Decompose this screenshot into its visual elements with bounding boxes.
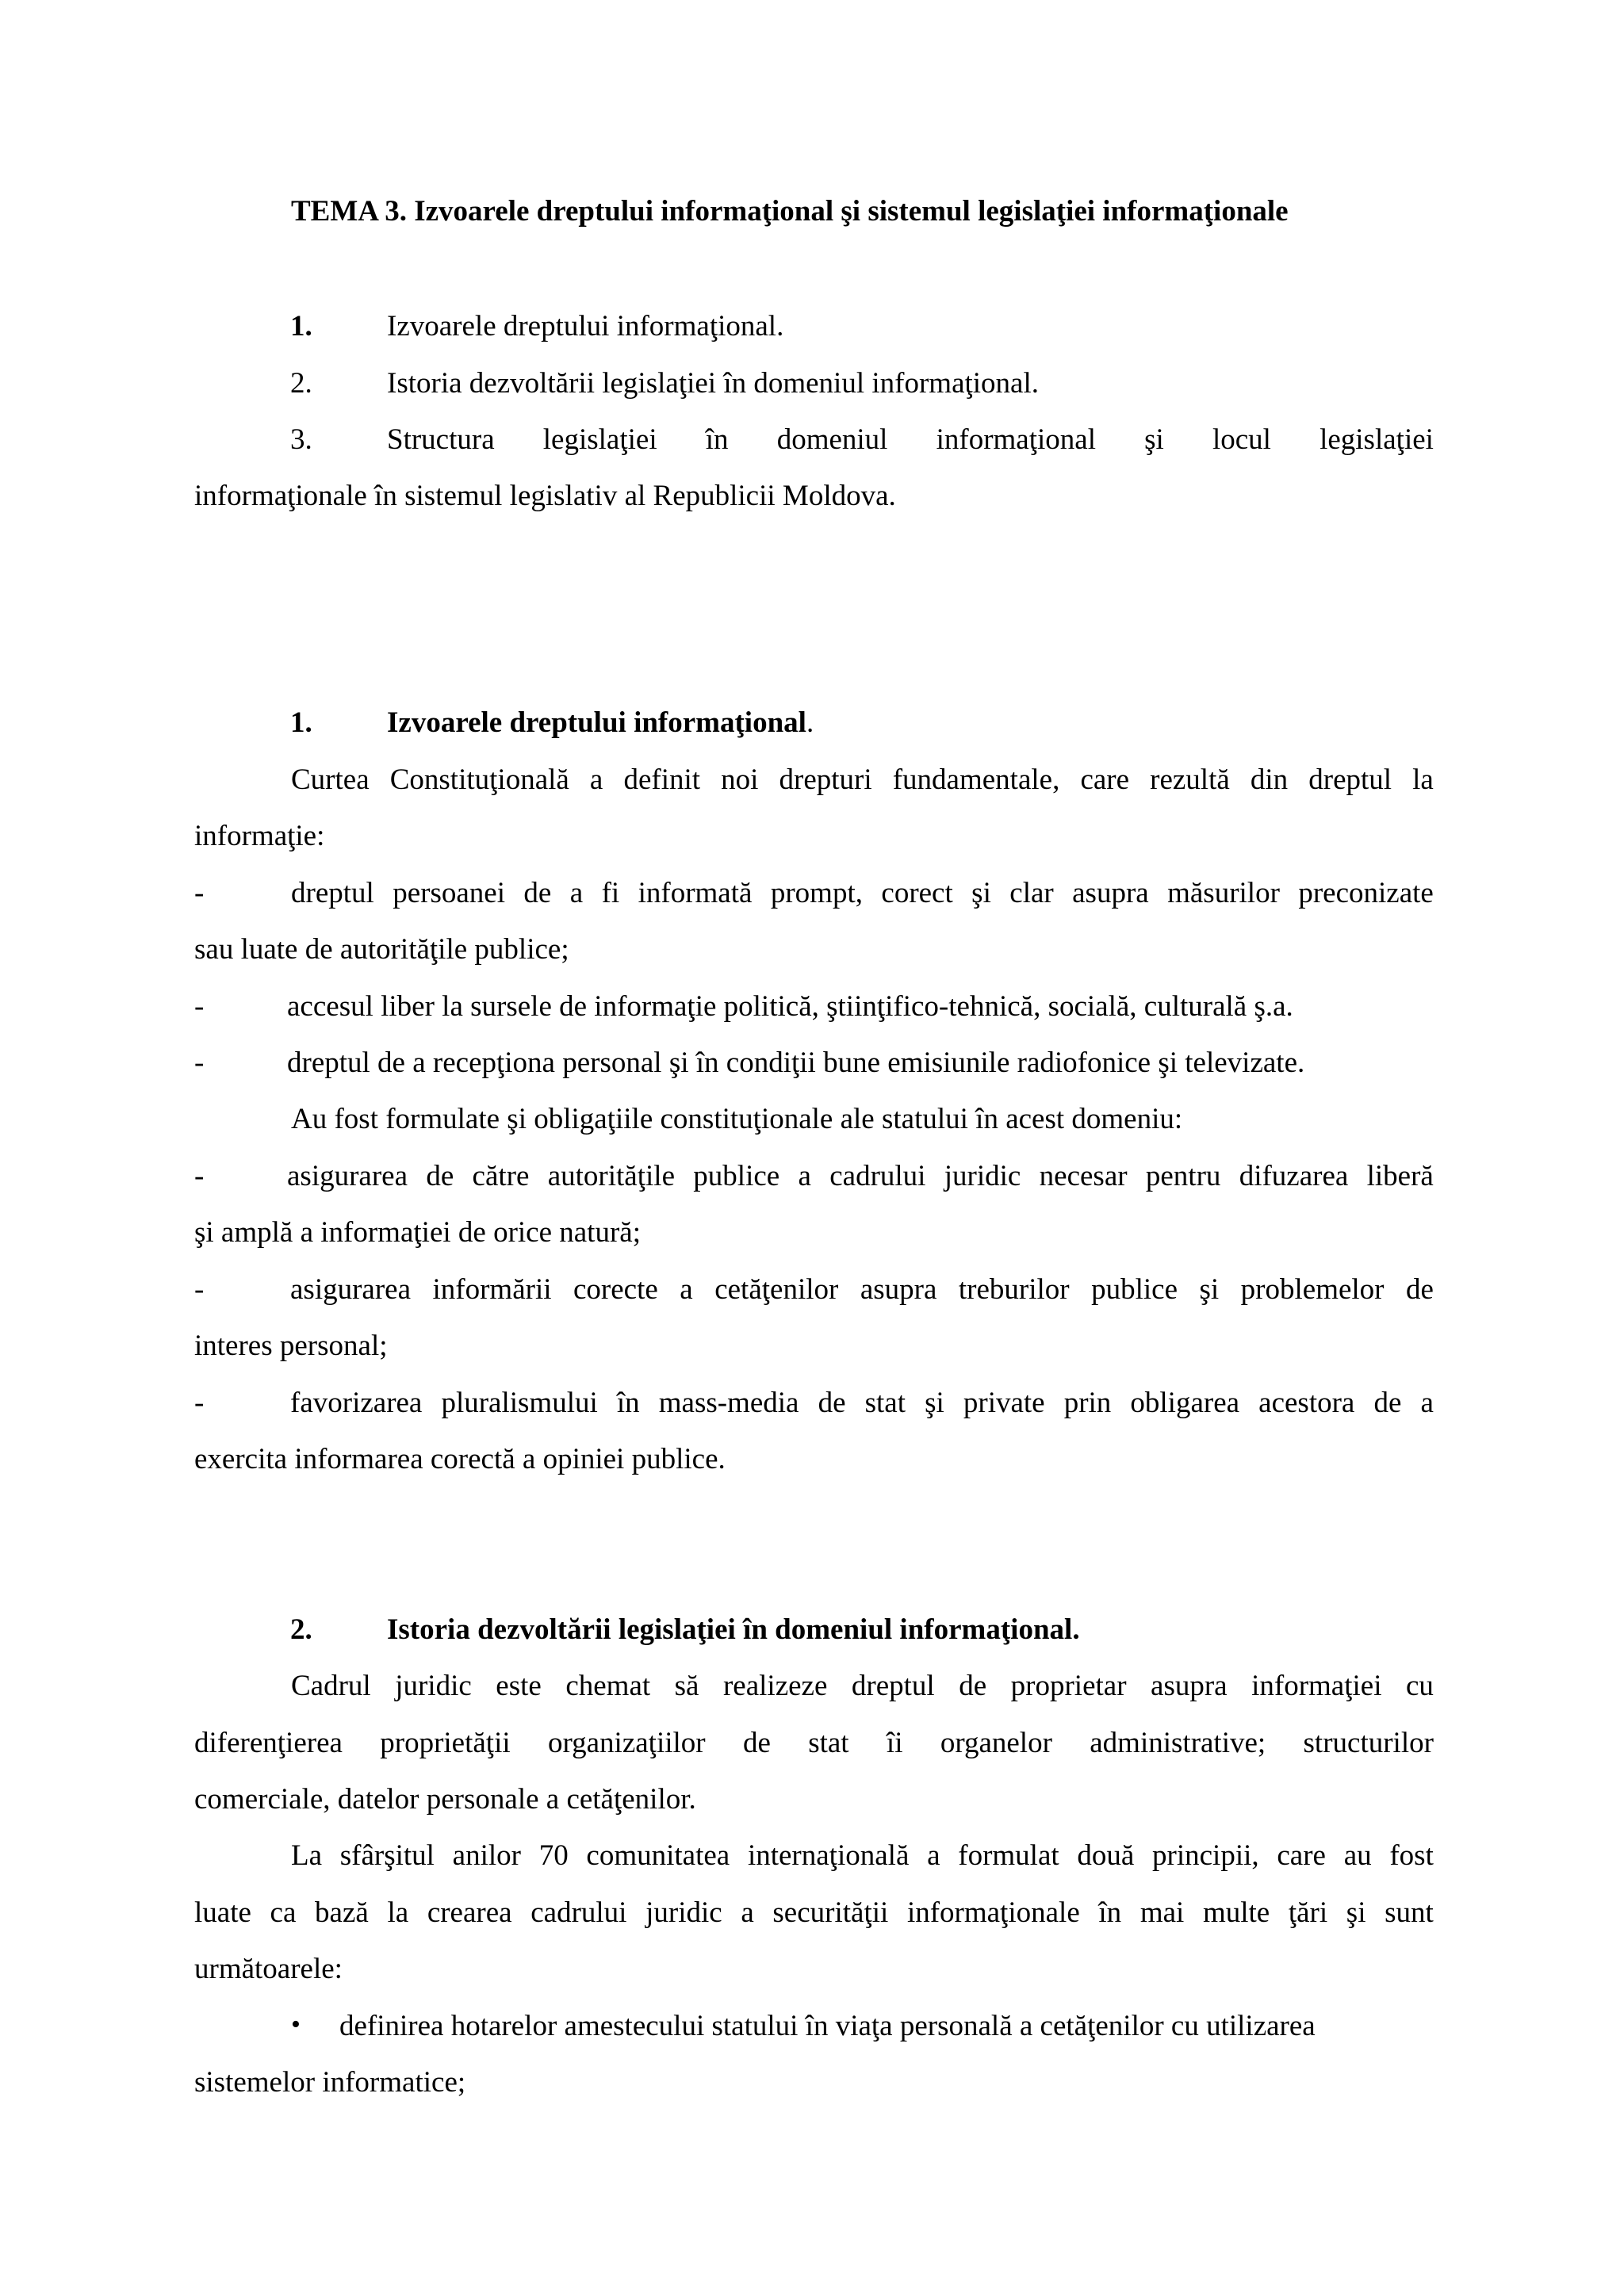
section1-intro-line2: informaţie: — [194, 820, 325, 852]
obligation-3-line1: favorizarea pluralismului în mass-media de stat şi private prin obligarea acestora de a — [290, 1387, 1434, 1419]
section2-heading: Istoria dezvoltării legislaţiei în domeniul informaţional. — [387, 1613, 1080, 1646]
toc-item-3-line1: Structura legislaţiei în domeniul informaţional şi locul legislaţiei — [387, 423, 1434, 456]
section1-number: 1. — [290, 706, 312, 739]
section2-number: 2. — [290, 1613, 312, 1646]
list-dash: - — [194, 1387, 205, 1419]
obligation-2-line1: asigurarea informării corecte a cetăţenilor asupra treburilor publice şi problemelor de — [290, 1273, 1434, 1306]
toc-item-2-text: Istoria dezvoltării legislaţiei în domeniul informaţional. — [387, 367, 1040, 400]
list-dash: - — [194, 1160, 205, 1192]
obligation-1-line2: şi amplă a informaţiei de orice natură; — [194, 1216, 641, 1249]
toc-item-3-number: 3. — [290, 423, 312, 456]
obligation-2-line2: interes personal; — [194, 1330, 388, 1362]
toc-item-3-line2: informaţionale în sistemul legislativ al Republicii Moldova. — [194, 480, 896, 512]
document-title: TEMA 3. Izvoarele dreptului informaţional şi sistemul legislaţiei informaţionale — [291, 195, 1289, 228]
toc-item-2-number: 2. — [290, 367, 312, 400]
section2-para1-line2: diferenţierea proprietăţii organizaţiilor de stat îi organelor administrative; structurilor — [194, 1727, 1434, 1759]
right-3-line1: dreptul de a recepţiona personal şi în condiţii bune emisiunile radiofonice şi televizate. — [287, 1047, 1305, 1079]
toc-item-1-number: 1. — [290, 310, 312, 342]
section2-para1-line3: comerciale, datelor personale a cetăţenilor. — [194, 1783, 696, 1816]
obligations-intro: Au fost formulate şi obligaţiile constituţionale ale statului în acest domeniu: — [291, 1103, 1183, 1135]
bullet-1-line1: definirea hotarelor amestecului statului în viaţa personală a cetăţenilor cu utilizarea — [339, 2010, 1316, 2042]
right-1-line1: dreptul persoanei de a fi informată prompt, corect şi clar asupra măsurilor preconizate — [291, 877, 1434, 909]
section2-para1-line1: Cadrul juridic este chemat să realizeze dreptul de proprietar asupra informaţiei cu — [291, 1670, 1434, 1702]
section1-heading: Izvoarele dreptului informaţional. — [387, 706, 814, 739]
section2-para2-line2: luate ca bază la crearea cadrului juridic a securităţii informaţionale în mai multe ţări şi sunt — [194, 1896, 1434, 1929]
obligation-1-line1: asigurarea de către autorităţile publice a cadrului juridic necesar pentru difuzarea liberă — [287, 1160, 1434, 1192]
list-dash: - — [194, 1047, 205, 1079]
section2-para2-line1: La sfârşitul anilor 70 comunitatea internaţională a formulat două principii, care au fost — [291, 1839, 1434, 1872]
right-1-line2: sau luate de autorităţile publice; — [194, 933, 569, 966]
list-dash: - — [194, 1273, 205, 1306]
list-dash: - — [194, 877, 205, 909]
section2-para2-line3: următoarele: — [194, 1953, 343, 1985]
section1-intro-line1: Curtea Constituţională a definit noi drepturi fundamentale, care rezultă din dreptul la — [291, 763, 1434, 796]
obligation-3-line2: exercita informarea corectă a opiniei publice. — [194, 1443, 726, 1475]
bullet-icon: • — [291, 2010, 301, 2039]
right-2-line1: accesul liber la sursele de informaţie politică, ştiinţifico-tehnică, socială, culturală ş.a. — [287, 990, 1293, 1023]
toc-item-1-text: Izvoarele dreptului informaţional. — [387, 310, 784, 342]
list-dash: - — [194, 990, 205, 1023]
bullet-1-line2: sistemelor informatice; — [194, 2066, 466, 2099]
